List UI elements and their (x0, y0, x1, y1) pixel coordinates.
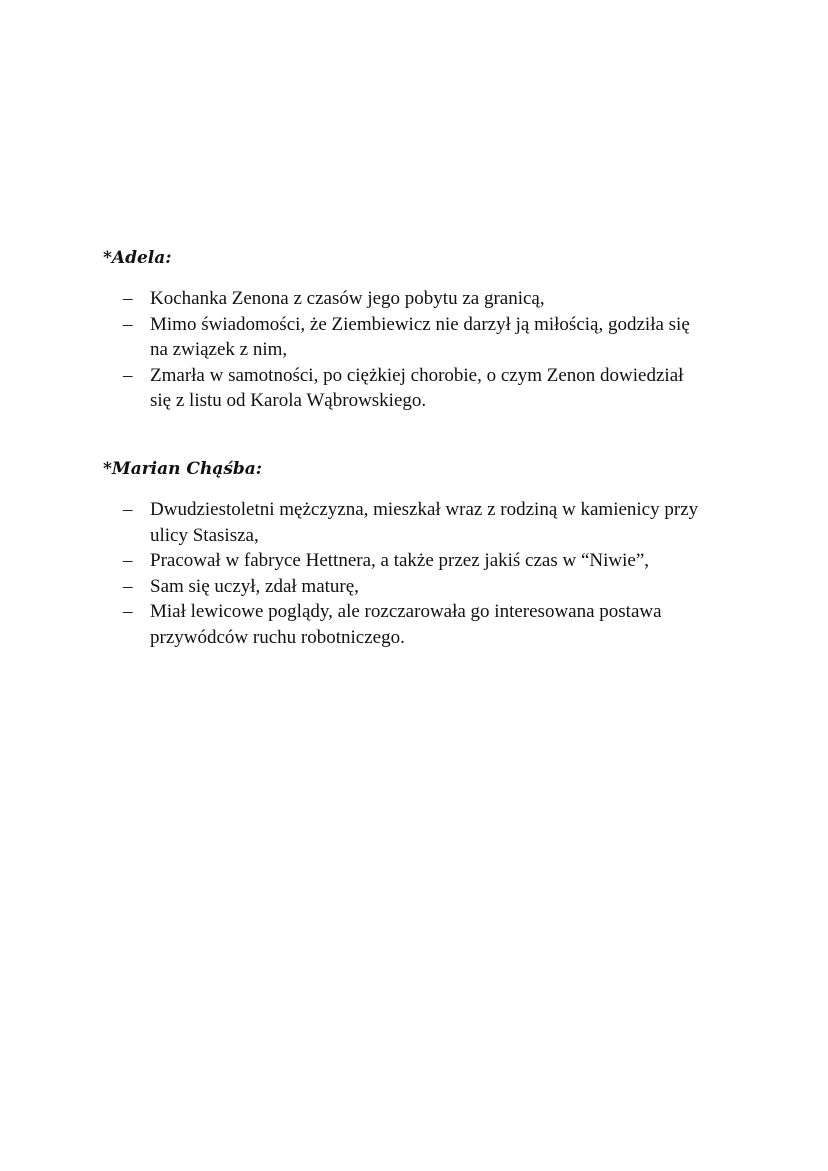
dash-bullet: – (123, 575, 133, 597)
dash-bullet: – (123, 499, 133, 520)
list-item-text: Sam się uczył, zdał maturę, (150, 575, 359, 597)
section-adela (103, 246, 703, 414)
list-item-text: Miał lewicowe poglądy, ale rozczarowała go interesowana postawa przywódców ruchu robotniczego. (150, 601, 662, 648)
list-item-text: Pracował w fabryce Hettnera, a także przez jakiś czas w “Niwie”, (150, 550, 650, 571)
list-item (103, 363, 703, 414)
list-item-text: Kochanka Zenona z czasów jego pobytu za granicą, (150, 288, 545, 309)
list-item (103, 286, 703, 312)
list-item (103, 312, 703, 363)
section-heading-marian-chasba: *Marian Chąśba: (103, 459, 263, 479)
list-item-text: Mimo świadomości, że Ziembiewicz nie darzył ją miłością, godziła się na związek z nim, (150, 313, 690, 360)
list-item (103, 548, 703, 574)
list-item-text: Zmarła w samotności, po ciężkiej chorobie, o czym Zenon dowiedział się z listu od Karola Wąbrowskiego. (150, 364, 684, 411)
dash-bullet: – (123, 288, 133, 309)
dash-bullet: – (123, 550, 133, 571)
bullet-list-adela (103, 286, 703, 414)
dash-bullet: – (123, 364, 133, 386)
section-heading-adela: *Adela: (103, 248, 172, 268)
list-item (103, 599, 703, 650)
dash-bullet: – (123, 313, 133, 335)
list-item (103, 497, 703, 548)
section-marian-chasba (103, 457, 703, 650)
dash-bullet: – (123, 601, 133, 622)
bullet-list-marian-chasba (103, 497, 703, 650)
list-item-text: Dwudziestoletni mężczyzna, mieszkał wraz z rodziną w kamienicy przy ulicy Stasisza, (150, 499, 699, 546)
list-item (103, 574, 703, 600)
